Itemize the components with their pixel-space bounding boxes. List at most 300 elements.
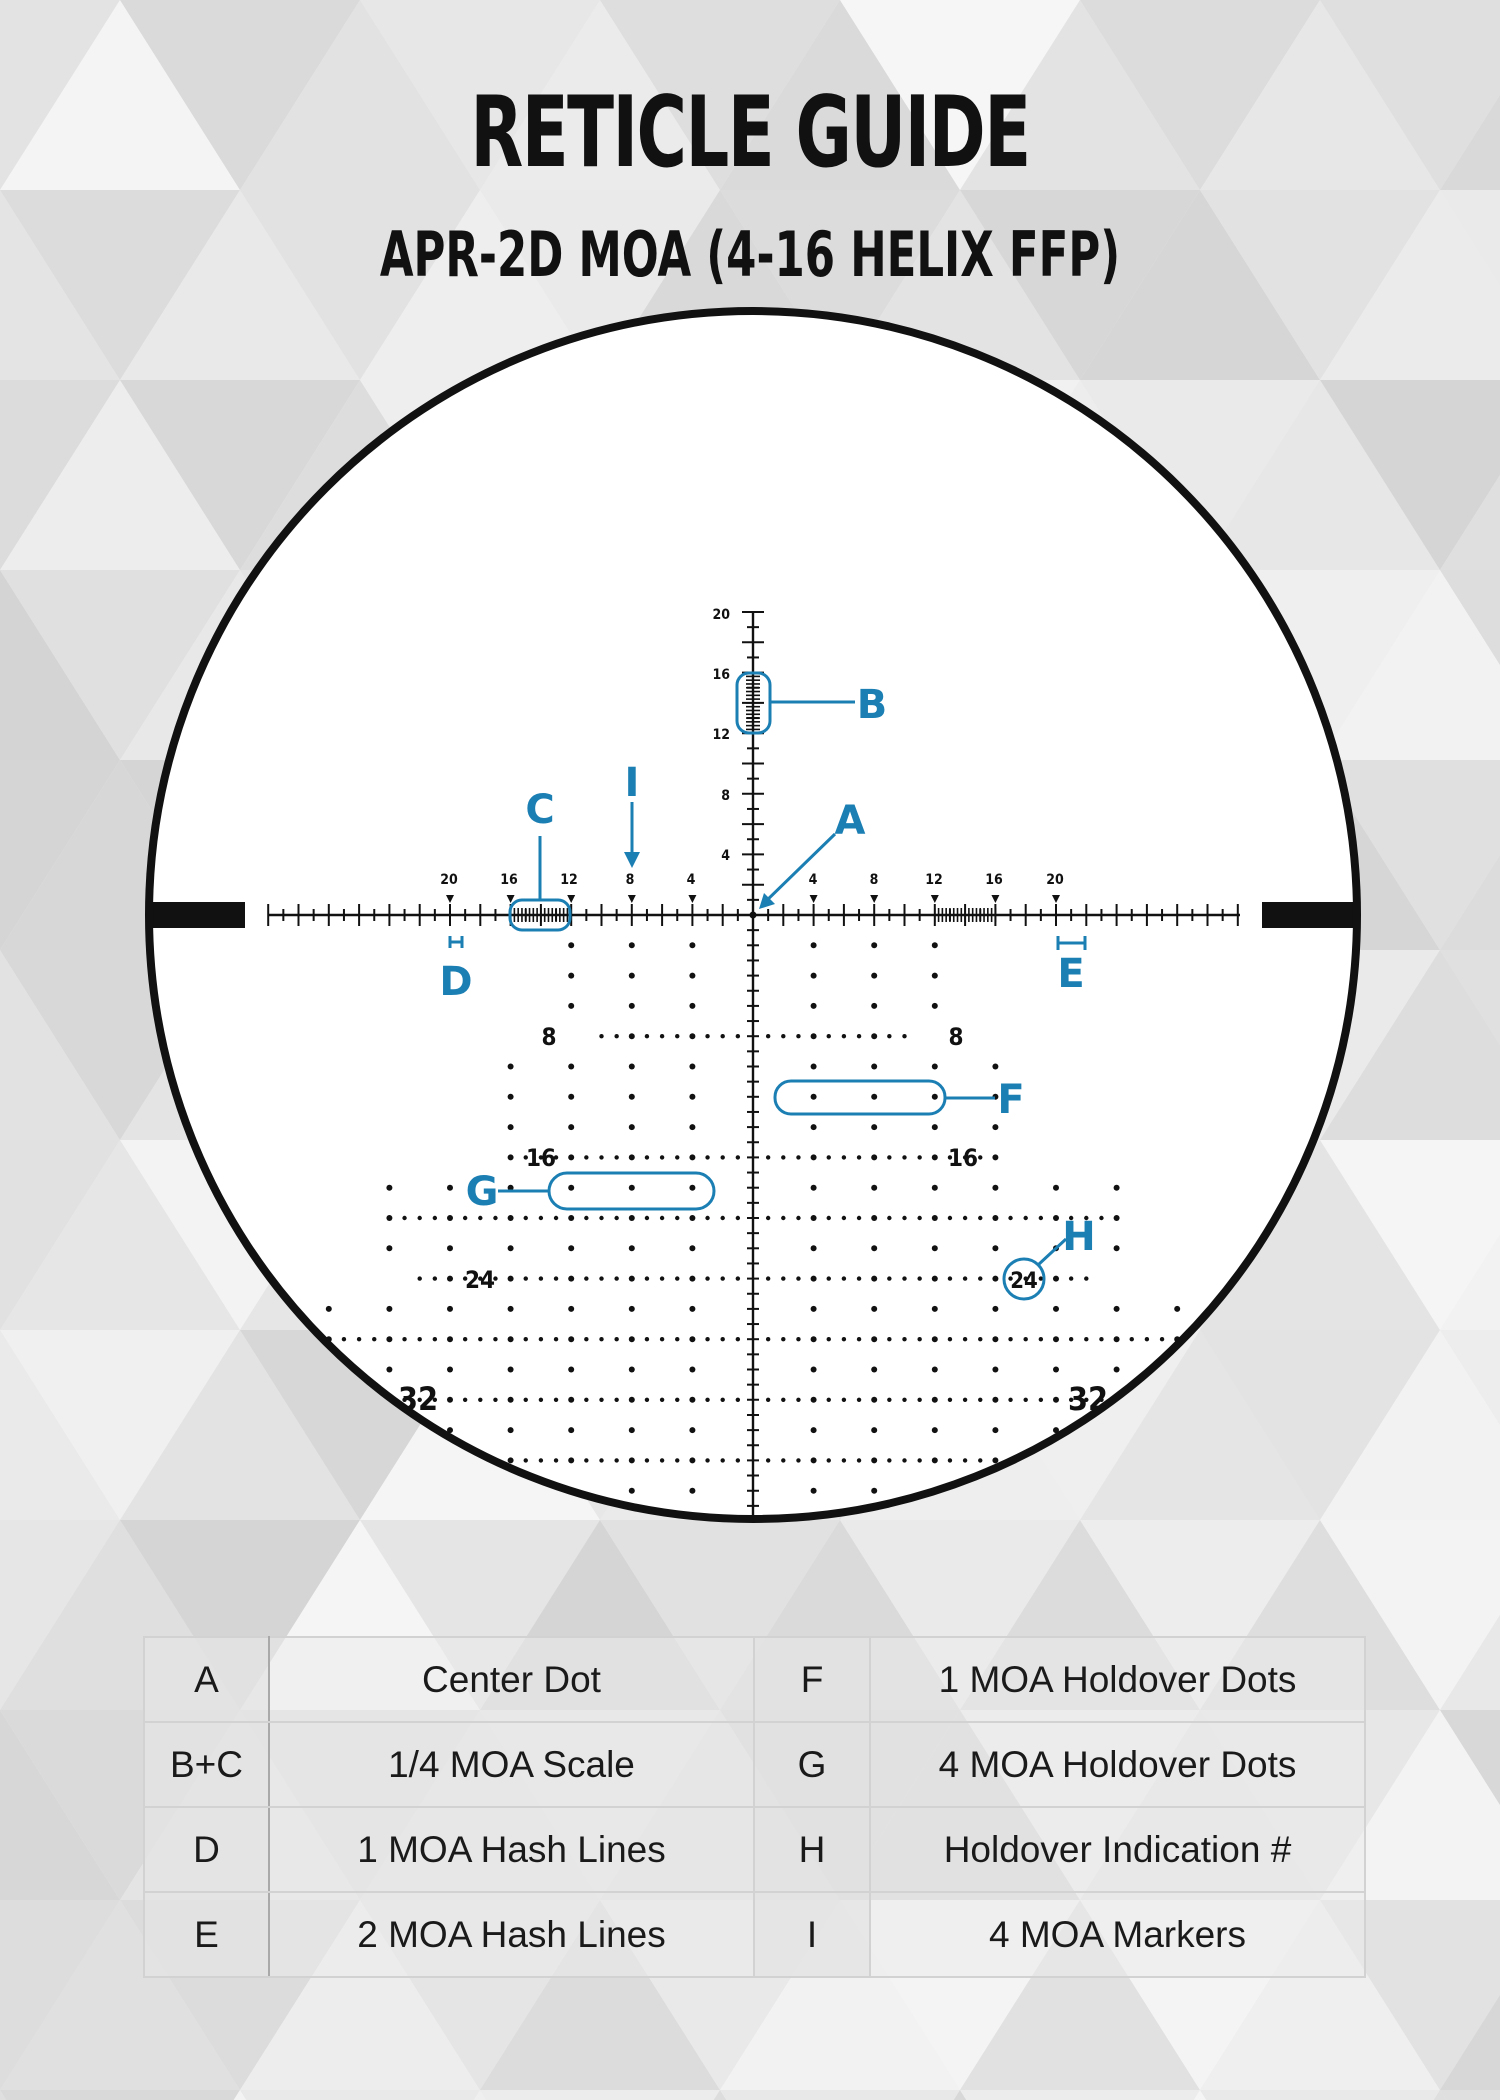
holdover-dot <box>932 1185 938 1191</box>
holdover-dot <box>781 1216 785 1220</box>
holdover-dot <box>1069 1458 1073 1462</box>
holdover-dot <box>372 1458 376 1462</box>
holdover-dot <box>689 1427 695 1433</box>
holdover-dot <box>554 1216 558 1220</box>
holdover-dot <box>917 1216 921 1220</box>
holdover-dot <box>326 1488 332 1494</box>
holdover-dot <box>766 1337 770 1341</box>
holdover-dot <box>629 1064 635 1070</box>
legend-value: 1 MOA Hash Lines <box>269 1807 754 1892</box>
holdover-dot <box>887 1034 891 1038</box>
holdover-dot <box>629 1367 635 1373</box>
holdover-dot <box>568 1276 574 1282</box>
holdover-dot <box>539 1337 543 1341</box>
holdover-dot <box>978 1519 982 1523</box>
holdover-dot <box>689 1124 695 1130</box>
holdover-dot <box>1160 1458 1164 1462</box>
legend-key: H <box>754 1807 870 1892</box>
callout-c-label: C <box>525 787 555 833</box>
holdover-dot <box>554 1519 558 1523</box>
holdover-dot <box>660 1398 664 1402</box>
holdover-label-32-left: 32 <box>397 1380 439 1418</box>
holdover-dot <box>721 1458 725 1462</box>
legend-key: E <box>144 1892 269 1977</box>
v-label-16: 16 <box>712 667 730 683</box>
holdover-dot <box>1130 1519 1134 1523</box>
holdover-dot <box>402 1337 406 1341</box>
holdover-dot <box>1114 1185 1120 1191</box>
holdover-dot <box>917 1155 921 1159</box>
holdover-dot <box>265 1427 271 1433</box>
holdover-dot <box>265 1488 271 1494</box>
holdover-dot <box>992 1215 998 1221</box>
holdover-dot <box>433 1519 437 1523</box>
holdover-dot <box>554 1276 558 1280</box>
holdover-dot <box>811 1124 817 1130</box>
holdover-dot <box>992 1427 998 1433</box>
holdover-dot <box>963 1337 967 1341</box>
holdover-dot <box>1174 1397 1180 1403</box>
holdover-dot <box>508 1215 514 1221</box>
holdover-dot <box>433 1337 437 1341</box>
holdover-dot <box>629 1124 635 1130</box>
holdover-dot <box>463 1337 467 1341</box>
holdover-dot <box>1114 1488 1120 1494</box>
holdover-dot <box>1130 1398 1134 1402</box>
holdover-dot <box>917 1519 921 1523</box>
holdover-dot <box>932 1518 938 1524</box>
holdover-dot <box>948 1519 952 1523</box>
holdover-dot <box>539 1458 543 1462</box>
holdover-dot <box>508 1457 514 1463</box>
holdover-dot <box>871 1276 877 1282</box>
legend-key: F <box>754 1637 870 1722</box>
holdover-dot <box>433 1216 437 1220</box>
holdover-dot <box>932 1367 938 1373</box>
holdover-dot <box>447 1276 453 1282</box>
holdover-dot <box>539 1398 543 1402</box>
holdover-dot <box>265 1457 271 1463</box>
holdover-dot <box>1039 1398 1043 1402</box>
holdover-dot <box>1023 1519 1027 1523</box>
holdover-dot <box>978 1398 982 1402</box>
holdover-dot <box>887 1155 891 1159</box>
holdover-dot <box>1190 1519 1194 1523</box>
holdover-dot <box>902 1398 906 1402</box>
holdover-dot <box>948 1458 952 1462</box>
holdover-dot <box>1130 1458 1134 1462</box>
holdover-dot <box>1266 1458 1270 1462</box>
holdover-dot <box>811 1427 817 1433</box>
holdover-dot <box>326 1367 332 1373</box>
holdover-dot <box>447 1336 453 1342</box>
holdover-dot <box>689 1154 695 1160</box>
holdover-dot <box>871 973 877 979</box>
holdover-dot <box>599 1398 603 1402</box>
holdover-dot <box>372 1519 376 1523</box>
holdover-dot <box>932 1003 938 1009</box>
holdover-dot <box>357 1458 361 1462</box>
holdover-dot <box>811 1245 817 1251</box>
holdover-dot <box>705 1276 709 1280</box>
holdover-dot <box>781 1337 785 1341</box>
holdover-dot <box>508 1306 514 1312</box>
holdover-dot <box>568 1457 574 1463</box>
holdover-dot <box>1205 1458 1209 1462</box>
holdover-dot <box>978 1155 982 1159</box>
holdover-dot <box>992 1245 998 1251</box>
holdover-dot <box>689 1488 695 1494</box>
holdover-dot <box>1114 1306 1120 1312</box>
holdover-dot <box>629 1276 635 1282</box>
holdover-dot <box>539 1216 543 1220</box>
legend-table <box>143 1636 1366 1978</box>
holdover-dot <box>1145 1519 1149 1523</box>
holdover-dot <box>705 1034 709 1038</box>
h-label-left-20: 20 <box>440 872 458 888</box>
holdover-label-16-left: 16 <box>525 1144 557 1172</box>
holdover-dot <box>992 1124 998 1130</box>
holdover-dot <box>614 1216 618 1220</box>
holdover-dot <box>1008 1519 1012 1523</box>
holdover-dot <box>992 1185 998 1191</box>
legend-key: A <box>144 1637 269 1722</box>
holdover-dot <box>568 1185 574 1191</box>
holdover-dot <box>372 1337 376 1341</box>
holdover-dot <box>675 1398 679 1402</box>
holdover-dot <box>811 1003 817 1009</box>
holdover-dot <box>568 1245 574 1251</box>
holdover-dot <box>568 1154 574 1160</box>
holdover-dot <box>447 1518 453 1524</box>
h-label-right-12: 12 <box>925 872 943 888</box>
holdover-dot <box>1069 1276 1073 1280</box>
holdover-dot <box>992 1064 998 1070</box>
holdover-dot <box>508 1154 514 1160</box>
holdover-dot <box>568 1427 574 1433</box>
holdover-dot <box>932 1276 938 1282</box>
holdover-dot <box>645 1034 649 1038</box>
holdover-dot <box>568 942 574 948</box>
holdover-dot <box>917 1398 921 1402</box>
holdover-dot <box>842 1337 846 1341</box>
holdover-dot <box>584 1216 588 1220</box>
holdover-dot <box>599 1337 603 1341</box>
holdover-dot <box>629 973 635 979</box>
holdover-dot <box>963 1458 967 1462</box>
holdover-dot <box>584 1398 588 1402</box>
legend-key: D <box>144 1807 269 1892</box>
holdover-dot <box>857 1034 861 1038</box>
holdover-dot <box>357 1519 361 1523</box>
holdover-dot <box>871 1003 877 1009</box>
holdover-dot <box>402 1458 406 1462</box>
holdover-dot <box>599 1155 603 1159</box>
holdover-dot <box>629 1003 635 1009</box>
holdover-dot <box>1220 1519 1224 1523</box>
holdover-dot <box>1023 1337 1027 1341</box>
holdover-dot <box>1235 1427 1241 1433</box>
holdover-dot <box>689 1276 695 1282</box>
holdover-dot <box>629 1245 635 1251</box>
holdover-dot <box>963 1216 967 1220</box>
holdover-dot <box>857 1276 861 1280</box>
holdover-dot <box>781 1155 785 1159</box>
holdover-dot <box>932 1306 938 1312</box>
holdover-dot <box>948 1276 952 1280</box>
holdover-dot <box>629 1397 635 1403</box>
holdover-dot <box>871 1367 877 1373</box>
holdover-dot <box>629 942 635 948</box>
holdover-dot <box>842 1276 846 1280</box>
holdover-dot <box>1053 1367 1059 1373</box>
holdover-dot <box>871 1185 877 1191</box>
holdover-dot <box>554 1398 558 1402</box>
holdover-dot <box>781 1398 785 1402</box>
holdover-dot <box>342 1458 346 1462</box>
holdover-dot <box>1190 1337 1194 1341</box>
holdover-dot <box>1099 1519 1103 1523</box>
holdover-dot <box>508 1367 514 1373</box>
holdover-dot <box>584 1458 588 1462</box>
holdover-dot <box>493 1216 497 1220</box>
holdover-dot <box>629 1427 635 1433</box>
holdover-dot <box>811 1215 817 1221</box>
holdover-dot <box>524 1398 528 1402</box>
holdover-dot <box>524 1458 528 1462</box>
holdover-dot <box>871 1336 877 1342</box>
h-label-left-16: 16 <box>500 872 518 888</box>
holdover-dot <box>342 1337 346 1341</box>
holdover-dot <box>1251 1519 1255 1523</box>
holdover-dot <box>811 1306 817 1312</box>
center-dot <box>750 912 757 919</box>
holdover-dot <box>1114 1367 1120 1373</box>
holdover-dot <box>675 1458 679 1462</box>
holdover-dot <box>418 1337 422 1341</box>
holdover-dot <box>1084 1458 1088 1462</box>
legend-value: 4 MOA Markers <box>870 1892 1365 1977</box>
holdover-dot <box>827 1398 831 1402</box>
holdover-dot <box>871 1245 877 1251</box>
holdover-dot <box>1160 1337 1164 1341</box>
holdover-dot <box>796 1458 800 1462</box>
holdover-dot <box>992 1397 998 1403</box>
holdover-dot <box>842 1155 846 1159</box>
holdover-dot <box>584 1276 588 1280</box>
holdover-dot <box>811 1064 817 1070</box>
holdover-dot <box>418 1216 422 1220</box>
holdover-dot <box>326 1427 332 1433</box>
holdover-dot <box>1266 1519 1270 1523</box>
holdover-dot <box>614 1519 618 1523</box>
holdover-dot <box>568 1367 574 1373</box>
holdover-dot <box>796 1398 800 1402</box>
holdover-dot <box>1053 1518 1059 1524</box>
holdover-dot <box>660 1519 664 1523</box>
holdover-dot <box>251 1458 255 1462</box>
holdover-dot <box>447 1397 453 1403</box>
page-subtitle: APR-2D MOA (4-16 HELIX FFP) <box>379 218 1121 291</box>
holdover-dot <box>296 1337 300 1341</box>
holdover-dot <box>660 1276 664 1280</box>
holdover-dot <box>887 1398 891 1402</box>
holdover-dot <box>857 1398 861 1402</box>
holdover-dot <box>932 1094 938 1100</box>
holdover-dot <box>1130 1337 1134 1341</box>
holdover-dot <box>689 1457 695 1463</box>
holdover-dot <box>660 1458 664 1462</box>
holdover-dot <box>992 1306 998 1312</box>
holdover-dot <box>871 1457 877 1463</box>
h-label-right-20: 20 <box>1046 872 1064 888</box>
holdover-dot <box>689 1064 695 1070</box>
holdover-dot <box>402 1519 406 1523</box>
holdover-dot <box>463 1216 467 1220</box>
legend-key: B+C <box>144 1722 269 1807</box>
legend-row <box>144 1807 1365 1892</box>
holdover-dot <box>386 1336 392 1342</box>
holdover-dot <box>1084 1519 1088 1523</box>
holdover-dot <box>857 1458 861 1462</box>
holdover-dot <box>493 1519 497 1523</box>
v-label-4: 4 <box>721 848 730 864</box>
holdover-dot <box>478 1216 482 1220</box>
holdover-dot <box>1114 1245 1120 1251</box>
holdover-dot <box>599 1034 603 1038</box>
holdover-dot <box>736 1337 740 1341</box>
holdover-dot <box>447 1367 453 1373</box>
holdover-dot <box>1190 1458 1194 1462</box>
holdover-dot <box>568 973 574 979</box>
holdover-dot <box>357 1337 361 1341</box>
holdover-dot <box>418 1519 422 1523</box>
legend-value: 4 MOA Holdover Dots <box>870 1722 1365 1807</box>
holdover-dot <box>568 1064 574 1070</box>
holdover-dot <box>932 1397 938 1403</box>
holdover-dot <box>689 1306 695 1312</box>
holdover-dot <box>1039 1519 1043 1523</box>
holdover-dot <box>1174 1518 1180 1524</box>
holdover-dot <box>584 1519 588 1523</box>
holdover-dot <box>1069 1337 1073 1341</box>
holdover-dot <box>1220 1458 1224 1462</box>
holdover-dot <box>508 1336 514 1342</box>
holdover-dot <box>736 1276 740 1280</box>
holdover-dot <box>614 1337 618 1341</box>
holdover-dot <box>508 1397 514 1403</box>
holdover-dot <box>963 1276 967 1280</box>
holdover-dot <box>1023 1216 1027 1220</box>
holdover-dot <box>1145 1458 1149 1462</box>
holdover-dot <box>781 1458 785 1462</box>
holdover-dot <box>508 1094 514 1100</box>
holdover-dot <box>629 1518 635 1524</box>
holdover-label-8-left: 8 <box>541 1023 557 1051</box>
holdover-dot <box>871 1518 877 1524</box>
holdover-dot <box>689 973 695 979</box>
holdover-dot <box>932 942 938 948</box>
holdover-dot <box>1174 1457 1180 1463</box>
holdover-dot <box>978 1337 982 1341</box>
holdover-dot <box>721 1398 725 1402</box>
holdover-dot <box>736 1155 740 1159</box>
holdover-dot <box>932 1124 938 1130</box>
holdover-dot <box>902 1155 906 1159</box>
legend-row <box>144 1637 1365 1722</box>
holdover-dot <box>296 1519 300 1523</box>
holdover-dot <box>948 1216 952 1220</box>
holdover-dot <box>568 1094 574 1100</box>
holdover-dot <box>660 1337 664 1341</box>
holdover-dot <box>342 1398 346 1402</box>
holdover-dot <box>660 1216 664 1220</box>
holdover-dot <box>433 1458 437 1462</box>
holdover-dot <box>781 1276 785 1280</box>
holdover-dot <box>629 1033 635 1039</box>
holdover-dot <box>539 1519 543 1523</box>
holdover-dot <box>811 1154 817 1160</box>
holdover-dot <box>857 1216 861 1220</box>
holdover-dot <box>599 1216 603 1220</box>
holdover-dot <box>1039 1337 1043 1341</box>
holdover-dot <box>508 1427 514 1433</box>
holdover-dot <box>1235 1518 1241 1524</box>
holdover-dot <box>386 1185 392 1191</box>
callout-g-label: G <box>465 1169 499 1215</box>
holdover-dot <box>1099 1458 1103 1462</box>
legend-value: 1/4 MOA Scale <box>269 1722 754 1807</box>
legend-key: I <box>754 1892 870 1977</box>
holdover-dot <box>447 1306 453 1312</box>
holdover-dot <box>902 1337 906 1341</box>
holdover-label-16-right: 16 <box>947 1144 979 1172</box>
holdover-dot <box>978 1216 982 1220</box>
callout-b-label: B <box>856 682 888 728</box>
holdover-dot <box>871 1306 877 1312</box>
holdover-dot <box>1023 1398 1027 1402</box>
holdover-dot <box>614 1155 618 1159</box>
holdover-dot <box>675 1519 679 1523</box>
holdover-dot <box>660 1034 664 1038</box>
holdover-dot <box>871 1215 877 1221</box>
holdover-dot <box>568 1124 574 1130</box>
callout-f-label: F <box>997 1077 1025 1123</box>
holdover-dot <box>508 1064 514 1070</box>
holdover-dot <box>236 1519 240 1523</box>
holdover-dot <box>842 1216 846 1220</box>
holdover-dot <box>721 1216 725 1220</box>
left-heavy-post <box>140 902 245 928</box>
holdover-dot <box>372 1398 376 1402</box>
holdover-dot <box>1053 1185 1059 1191</box>
holdover-dot <box>402 1216 406 1220</box>
holdover-dot <box>418 1276 422 1280</box>
holdover-dot <box>902 1276 906 1280</box>
holdover-dot <box>902 1216 906 1220</box>
holdover-label-8-right: 8 <box>948 1023 964 1051</box>
holdover-dot <box>811 1276 817 1282</box>
callout-a-label: A <box>834 798 866 844</box>
holdover-dot <box>508 1488 514 1494</box>
holdover-dot <box>629 1154 635 1160</box>
holdover-dot <box>508 1518 514 1524</box>
holdover-dot <box>766 1034 770 1038</box>
holdover-dot <box>447 1457 453 1463</box>
holdover-dot <box>871 1064 877 1070</box>
holdover-dot <box>948 1398 952 1402</box>
holdover-dot <box>326 1457 332 1463</box>
